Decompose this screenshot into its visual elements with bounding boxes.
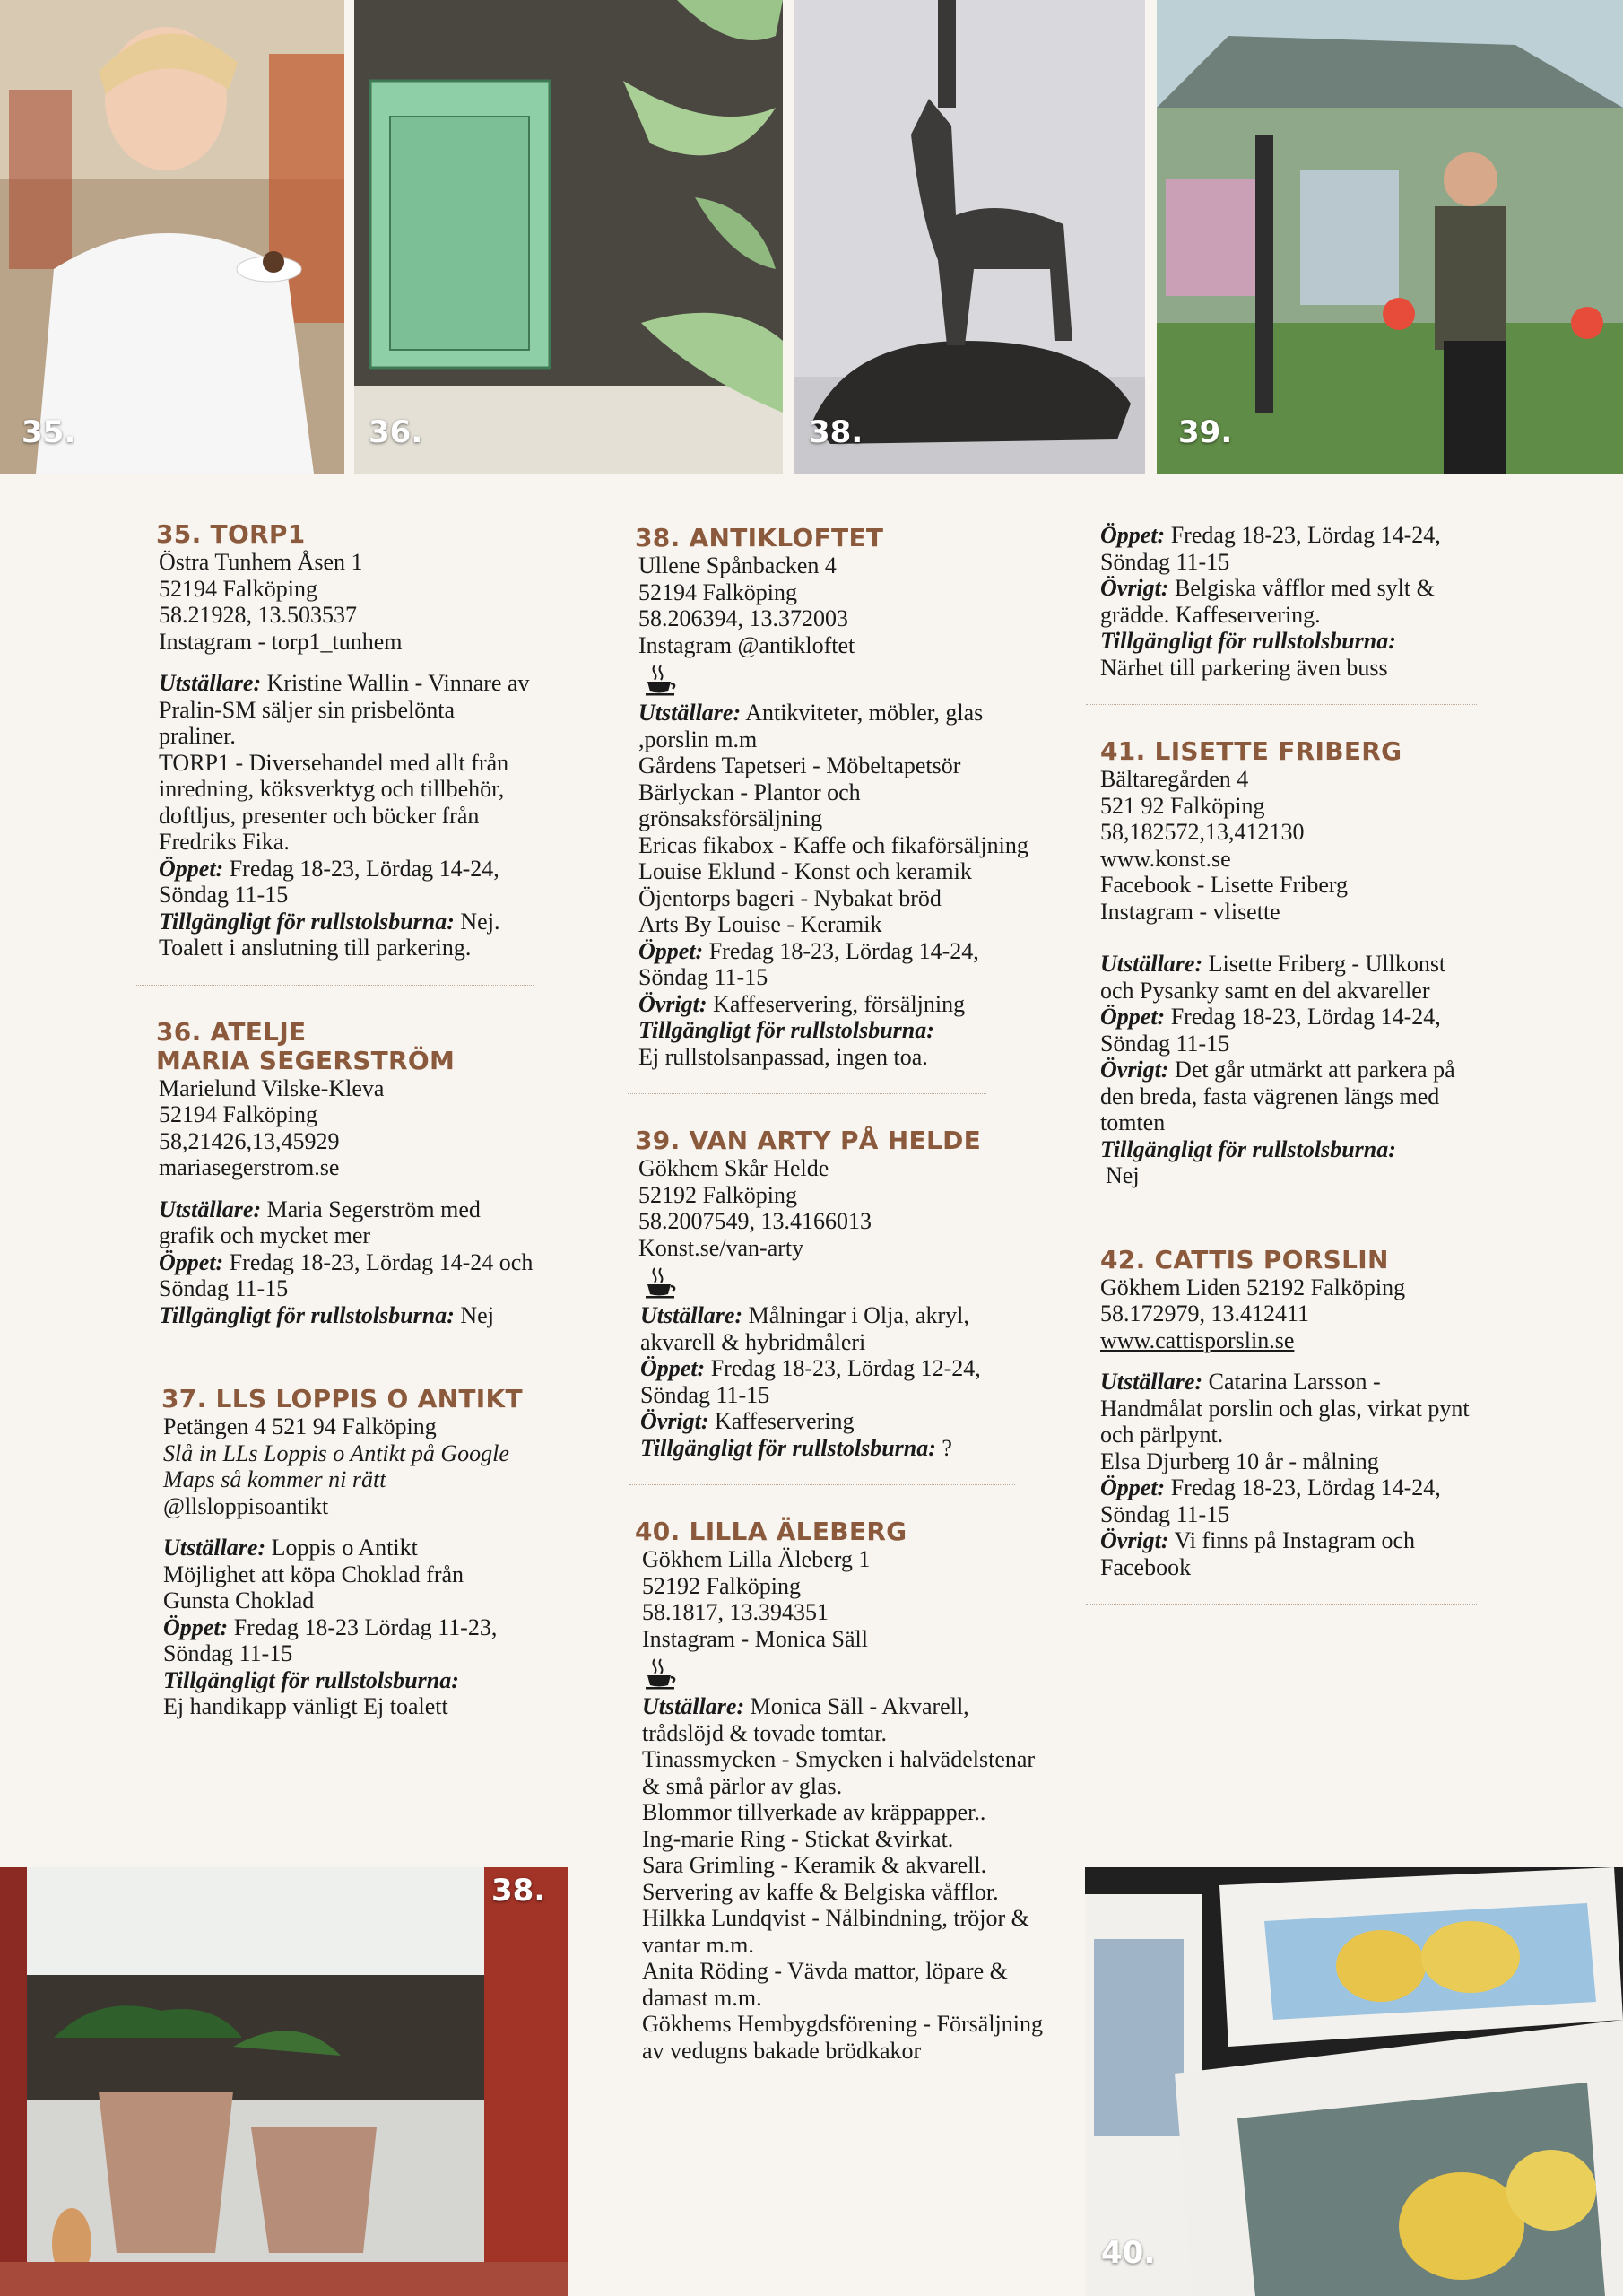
coordinates: 58.172979, 13.412411 — [1100, 1300, 1310, 1326]
divider — [1086, 704, 1477, 705]
divider — [628, 1093, 986, 1094]
street: Bältaregården 4 — [1100, 766, 1249, 792]
entry-40-lilla-aleberg — [635, 1518, 1049, 2064]
extra-text: Elsa Djurberg 10 år - målning — [1100, 1448, 1379, 1474]
accessibility: Tillgängligt för rullstolsburna: — [638, 1017, 934, 1043]
photo-39-image — [1157, 0, 1623, 474]
address-block — [163, 1413, 534, 1519]
street: Ullene Spånbacken 4 — [638, 552, 837, 578]
accessibility: Tillgängligt för rullstolsburna: Nej. Toalett i anslutning till parkering. — [159, 908, 500, 961]
photo-36-cabinet-print — [354, 0, 783, 474]
entry-40-continued — [1100, 522, 1477, 681]
accessibility: Tillgängligt för rullstolsburna: — [163, 1666, 459, 1693]
other-info: Övrigt: Kaffeservering — [640, 1408, 855, 1434]
address-block — [159, 549, 534, 655]
address-block — [1100, 1274, 1477, 1354]
exhibitor-item: Ing-marie Ring - Stickat &virkat. — [642, 1825, 954, 1852]
opening-hours: Öppet: Fredag 18-23, Lördag 14-24, Söndag 11-15 — [159, 855, 499, 908]
entry-title: 35. TORP1 — [156, 519, 306, 549]
entry-42-cattis-porslin — [1100, 1246, 1477, 1581]
opening-hours: Öppet: Fredag 18-23, Lördag 14-24, Söndag 11-15 — [1100, 522, 1441, 575]
instagram: Instagram - Monica Säll — [642, 1625, 868, 1652]
photo-number: 38. — [491, 1873, 546, 1909]
address-block — [1100, 766, 1477, 925]
coordinates: 58.2007549, 13.4166013 — [638, 1208, 872, 1234]
opening-hours: Öppet: Fredag 18-23, Lördag 14-24, Söndag 11-15 — [1100, 1474, 1441, 1527]
photo-40-framed-watercolors — [1085, 1867, 1623, 2296]
postal: 52192 Falköping — [638, 1181, 797, 1208]
opening-hours: Öppet: Fredag 18-23 Lördag 11-23, Söndag 11-15 — [163, 1613, 498, 1666]
exhibitor-list — [642, 1746, 1049, 2064]
exhibitor-field: Utställare: Maria Segerström med grafik och mycket mer — [159, 1196, 481, 1248]
coordinates: 58.21928, 13.503537 — [159, 602, 357, 628]
photo-38b-image — [0, 1867, 568, 2296]
entry-title: 39. VAN ARTY PÅ HELDE — [635, 1126, 982, 1155]
entry-title: 40. LILLA ÄLEBERG — [635, 1517, 907, 1546]
accessibility-value: Nej — [1106, 1162, 1140, 1188]
accessibility-value: Ej rullstolsanpassad, ingen toa. — [638, 1043, 928, 1070]
entry-36-atelje-maria-segerstrom — [152, 1018, 534, 1329]
exhibitor-item: Hilkka Lundqvist - Nålbindning, tröjor & vantar m.m. — [642, 1905, 1029, 1958]
other-info: Övrigt: Vi finns på Instagram och Facebook — [1100, 1527, 1416, 1580]
other-info: Övrigt: Belgiska våfflor med sylt & grädde. Kaffeservering. — [1100, 575, 1435, 628]
address: Gökhem Liden 52192 Falköping — [1100, 1274, 1406, 1300]
photo-36-image — [354, 0, 783, 474]
other-info: Övrigt: Det går utmärkt att parkera på den breda, fasta vägrenen längs med tomten — [1100, 1057, 1455, 1135]
address-block — [642, 1546, 1049, 1652]
accessibility-value: Ej handikapp vänligt Ej toalett — [163, 1693, 448, 1719]
exhibitor-item: Arts By Louise - Keramik — [638, 911, 882, 937]
entry-39-van-arty-pa-helde — [635, 1126, 1049, 1461]
coffee-cup-icon — [644, 1656, 680, 1692]
photo-number: 36. — [369, 414, 423, 450]
exhibitor-item: Louise Eklund - Konst och keramik — [638, 858, 972, 884]
entry-38-antikloftet — [635, 524, 1049, 1070]
opening-hours: Öppet: Fredag 18-23, Lördag 12-24, Söndag 11-15 — [640, 1355, 981, 1408]
instagram: Instagram - torp1_tunhem — [159, 628, 403, 655]
column-left — [152, 520, 534, 1720]
exhibitor-item: Sara Grimling - Keramik & akvarell. — [642, 1852, 987, 1878]
photo-38-deer-sculpture — [794, 0, 1145, 474]
exhibitor-item: Gökhems Hembygdsförening - Försäljning av vedugns bakade brödkakor — [642, 2011, 1044, 2064]
entry-title: 41. LISETTE FRIBERG — [1100, 736, 1402, 766]
instagram: Instagram @antikloftet — [638, 631, 855, 658]
instagram: @llsloppisoantikt — [163, 1492, 329, 1519]
postal: 52192 Falköping — [642, 1572, 801, 1599]
coordinates: 58,182572,13,412130 — [1100, 819, 1305, 845]
street: Gökhem Lilla Äleberg 1 — [642, 1546, 871, 1572]
entry-title-line-1: 36. ATELJE — [156, 1016, 307, 1047]
photo-number: 35. — [22, 414, 76, 450]
other-info: Övrigt: Kaffeservering, försäljning — [638, 990, 966, 1017]
accessibility: Tillgängligt för rullstolsburna: ? — [640, 1434, 952, 1461]
accessibility: Tillgängligt för rullstolsburna: — [1100, 628, 1396, 654]
photo-40-image — [1085, 1867, 1623, 2296]
address-block — [638, 1155, 1049, 1261]
entry-title: 37. LLS LOPPIS O ANTIKT — [161, 1384, 523, 1413]
entry-35-torp1 — [152, 520, 534, 961]
address-block — [159, 1075, 534, 1181]
exhibitor-field: Utställare: Loppis o Antikt — [163, 1535, 418, 1561]
accessibility-value: Närhet till parkering även buss — [1100, 654, 1388, 681]
exhibitor-field: Utställare: Målningar i Olja, akryl, akvarell & hybridmåleri — [640, 1302, 969, 1355]
entry-title-line-2: MARIA SEGERSTRÖM — [156, 1045, 456, 1075]
address-block — [638, 552, 1049, 658]
extra-text: Möjlighet att köpa Choklad från Gunsta Choklad — [163, 1561, 464, 1613]
exhibitor-list — [638, 752, 1049, 938]
coordinates: 58.206394, 13.372003 — [638, 605, 848, 631]
exhibitor-field: Utställare: Monica Säll - Akvarell, trådslöjd & tovade tomtar. — [642, 1693, 969, 1746]
opening-hours: Öppet: Fredag 18-23, Lördag 14-24, Söndag 11-15 — [1100, 1004, 1441, 1057]
photo-38-image — [794, 0, 1145, 474]
entry-37-lls-loppis-o-antikt — [152, 1385, 534, 1720]
exhibitor-field: Utställare: Catarina Larsson - Handmålat porslin och glas, virkat pynt och pärlpynt. — [1100, 1369, 1470, 1448]
coordinates: 58,21426,13,45929 — [159, 1127, 340, 1154]
divider — [136, 985, 534, 986]
address: Petängen 4 521 94 Falköping — [163, 1413, 437, 1439]
photo-35-image — [0, 0, 344, 474]
divider — [629, 1484, 1015, 1485]
entry-41-lisette-friberg — [1100, 737, 1477, 1189]
exhibitor-field: Utställare: Antikviteter, möbler, glas ,porslin m.m — [638, 700, 984, 752]
photo-number: 39. — [1178, 414, 1233, 450]
divider — [1086, 1604, 1477, 1605]
exhibitor-item: Anita Röding - Vävda mattor, löpare & damast m.m. — [642, 1958, 1008, 2011]
exhibitor-item: Ericas fikabox - Kaffe och fikaförsäljning — [638, 831, 1028, 858]
exhibitor-field: Utställare: Kristine Wallin - Vinnare av Pralin-SM säljer sin prisbelönta praliner. — [159, 670, 530, 749]
exhibitor-item: Öjentorps bageri - Nybakat bröd — [638, 884, 942, 911]
coordinates: 58.1817, 13.394351 — [642, 1599, 829, 1625]
exhibitor-item: Blommor tillverkade av kräppapper.. — [642, 1799, 986, 1825]
entry-title: 42. CATTIS PORSLIN — [1100, 1244, 1389, 1274]
exhibitor-field: Utställare: Lisette Friberg - Ullkonst och Pysanky samt en del akvareller — [1100, 951, 1446, 1004]
street: Östra Tunhem Åsen 1 — [159, 549, 363, 575]
coffee-cup-icon — [644, 1265, 680, 1300]
accessibility: Tillgängligt för rullstolsburna: — [1100, 1135, 1396, 1162]
postal: 521 92 Falköping — [1100, 792, 1265, 819]
instagram: Instagram - vlisette — [1100, 898, 1280, 925]
exhibitor-item: Gårdens Tapetseri - Möbeltapetsör — [638, 752, 961, 778]
entry-title: 38. ANTIKLOFTET — [635, 523, 884, 552]
accessibility: Tillgängligt för rullstolsburna: Nej — [159, 1301, 494, 1328]
photo-35-chocolatier — [0, 0, 344, 474]
exhibitor-item: Servering av kaffe & Belgiska våfflor. — [642, 1878, 999, 1905]
street: Marielund Vilske-Kleva — [159, 1074, 385, 1101]
postal: 52194 Falköping — [638, 578, 797, 605]
opening-hours: Öppet: Fredag 18-23, Lördag 14-24 och Söndag 11-15 — [159, 1248, 534, 1301]
street: Gökhem Skår Helde — [638, 1155, 829, 1181]
website: Konst.se/van-arty — [638, 1234, 804, 1261]
column-right — [1100, 522, 1477, 1637]
photo-38-cat-and-pots — [0, 1867, 568, 2296]
photo-39-gallery-greenhouse — [1157, 0, 1623, 474]
column-middle — [635, 524, 1049, 2064]
coffee-cup-icon — [644, 662, 680, 698]
photo-number: 40. — [1101, 2235, 1156, 2271]
website-link[interactable]: www.cattisporslin.se — [1100, 1326, 1295, 1353]
website: www.konst.se — [1100, 845, 1231, 872]
exhibitor-item: Tinassmycken - Smycken i halvädelstenar & små pärlor av glas. — [642, 1746, 1036, 1799]
facebook: Facebook - Lisette Friberg — [1100, 872, 1349, 898]
opening-hours: Öppet: Fredag 18-23, Lördag 14-24, Söndag 11-15 — [638, 937, 979, 990]
exhibitor-item: Bärlyckan - Plantor och grönsaksförsäljning — [638, 778, 861, 831]
website: mariasegerstrom.se — [159, 1154, 340, 1180]
extra-text: TORP1 - Diversehandel med allt från inredning, köksverktyg och tillbehör, doftljus, presenter och böcker från Fredriks Fika. — [159, 749, 509, 855]
postal: 52194 Falköping — [159, 575, 317, 602]
maps-note: Slå in LLs Loppis o Antikt på Google Maps så kommer ni rätt — [163, 1439, 509, 1492]
postal: 52194 Falköping — [159, 1101, 317, 1127]
photo-number: 38. — [809, 414, 864, 450]
